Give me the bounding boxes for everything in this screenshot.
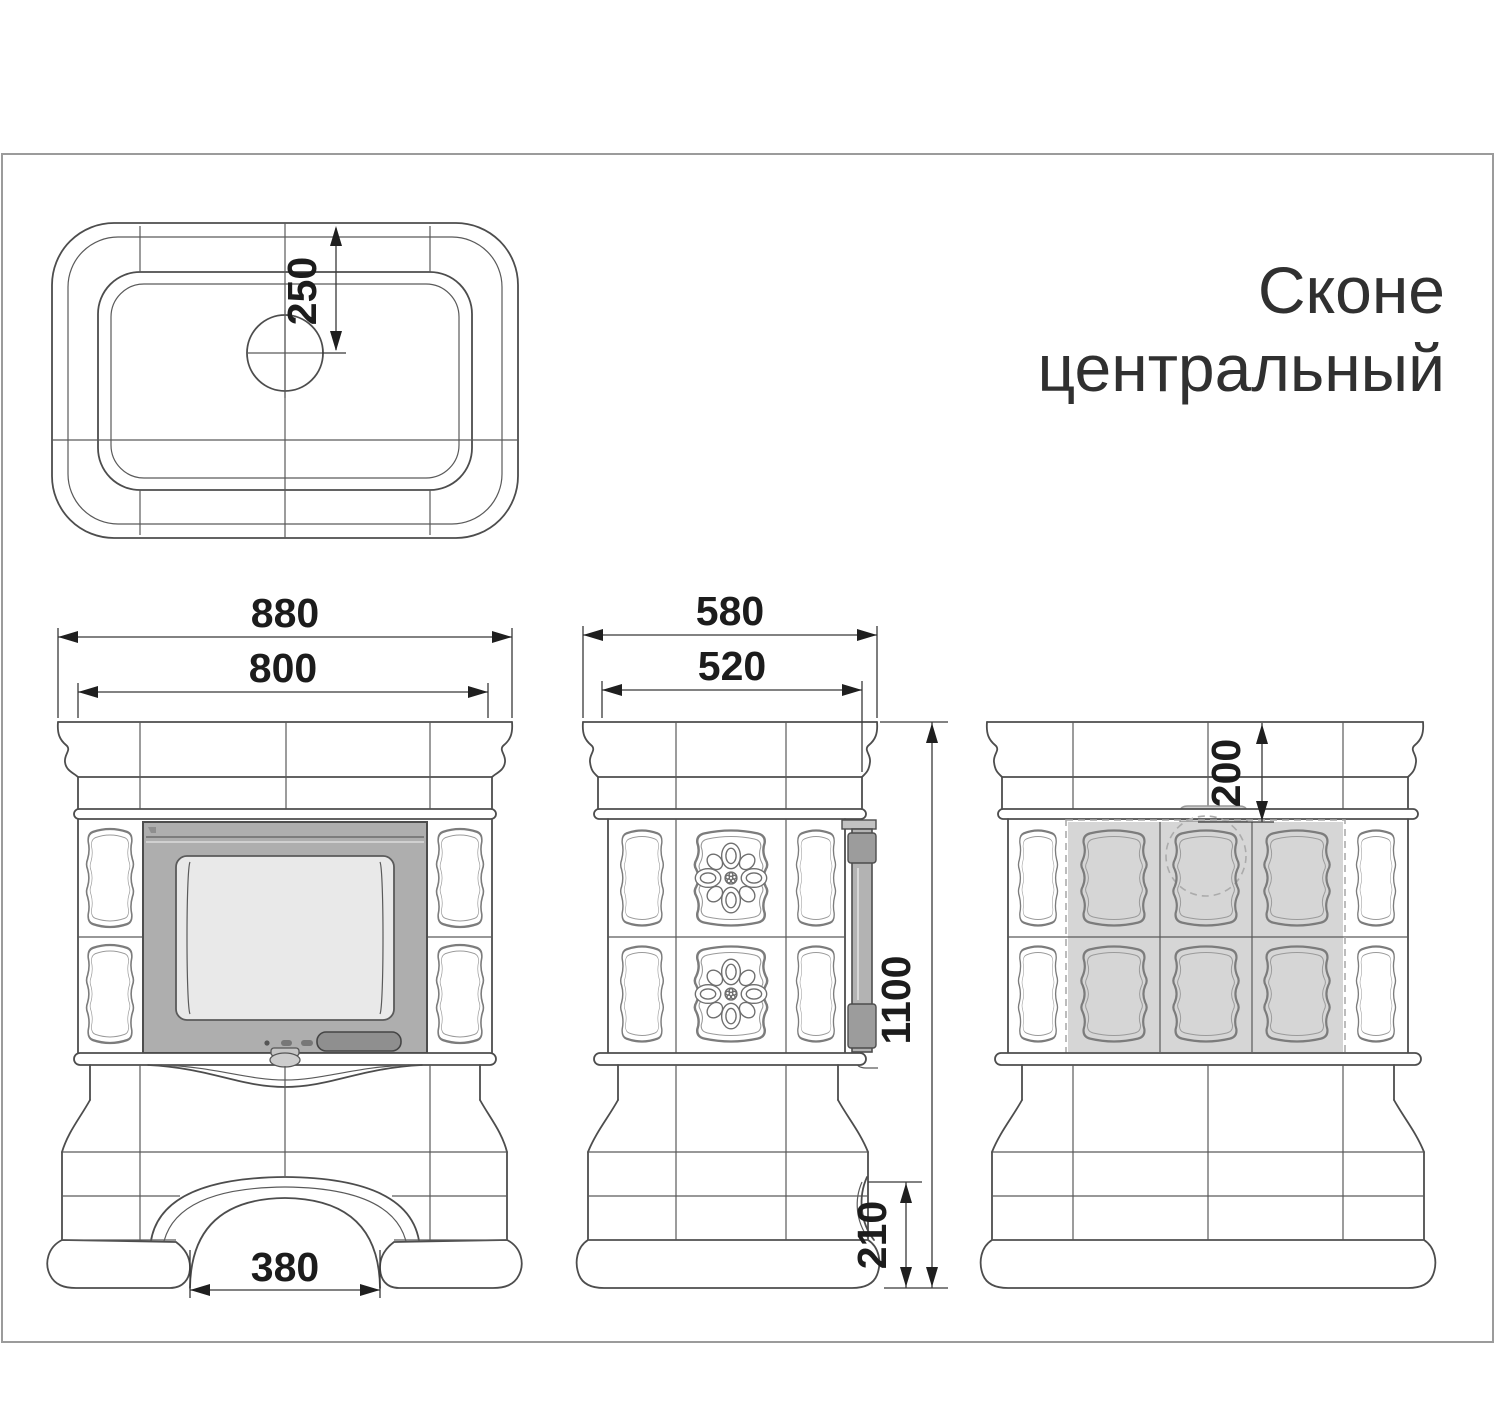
dim-label-380: 380 — [250, 1244, 320, 1290]
side-body — [594, 819, 878, 1068]
front-foot-right — [380, 1240, 522, 1288]
rear-base — [981, 1065, 1436, 1288]
dim-label-200: 200 — [1203, 738, 1249, 808]
stove-door — [143, 822, 427, 1053]
side-door-hinge-top — [848, 833, 876, 863]
side-base — [577, 1065, 880, 1288]
front-view — [47, 590, 521, 1298]
door-vent-dot — [264, 1040, 269, 1045]
title-line-2: центральный — [1037, 331, 1445, 405]
side-tiles — [621, 831, 836, 1042]
door-vent-slot — [281, 1040, 292, 1046]
dim-label-800: 800 — [248, 645, 318, 691]
rear-foot — [981, 1240, 1436, 1288]
door-knob — [270, 1048, 300, 1067]
title-block — [1037, 253, 1445, 405]
side-view — [577, 588, 948, 1288]
dim-520 — [602, 643, 862, 772]
side-crown — [583, 722, 877, 819]
front-body — [74, 819, 496, 1087]
dim-800 — [78, 645, 488, 718]
title-line-1: Сконе — [1257, 253, 1445, 327]
door-glass — [176, 856, 394, 1020]
front-crown — [58, 722, 512, 819]
dim-label-520: 520 — [697, 643, 767, 689]
side-foot — [577, 1240, 880, 1288]
dim-200 — [1198, 723, 1274, 822]
dim-label-880: 880 — [250, 590, 320, 636]
top-view — [52, 223, 518, 538]
dim-label-250: 250 — [279, 256, 325, 326]
dim-380 — [190, 1244, 380, 1298]
rear-view — [981, 722, 1436, 1288]
dim-label-210: 210 — [849, 1200, 895, 1270]
door-handle — [317, 1032, 401, 1051]
dim-label-1100: 1100 — [873, 955, 919, 1045]
rear-body — [995, 816, 1421, 1065]
side-door-hinge-bottom — [848, 1004, 876, 1048]
front-foot-left — [47, 1240, 190, 1288]
dim-250 — [279, 226, 346, 353]
dim-label-580: 580 — [695, 588, 765, 634]
door-vent-slot — [301, 1040, 313, 1046]
